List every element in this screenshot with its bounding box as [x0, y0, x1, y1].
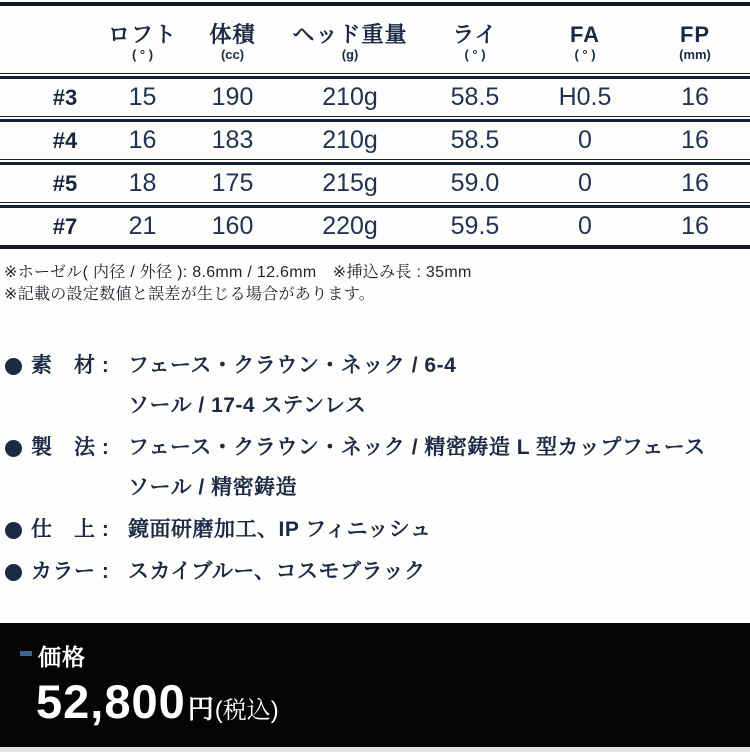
- price-label: 価格: [38, 644, 86, 670]
- bullet-icon: [5, 564, 22, 581]
- table-header-empty: [0, 37, 100, 43]
- spec-item-color: [5, 558, 750, 586]
- club-number: #7: [52, 213, 78, 239]
- column-label: FP: [679, 22, 711, 48]
- table-header-row: [0, 6, 750, 73]
- fa-value: 0: [578, 212, 592, 240]
- bullet-icon: [5, 358, 22, 375]
- head-weight-value: 210g: [322, 83, 378, 111]
- table-header-head-weight: [280, 17, 420, 62]
- spec-label: 製 法 :: [31, 436, 110, 459]
- spec-label: 仕 上 :: [31, 518, 110, 541]
- price-amount: 52,800: [36, 675, 186, 728]
- fa-value: H0.5: [558, 83, 612, 111]
- table-header-fa: [530, 17, 640, 62]
- club-number: #5: [52, 170, 78, 196]
- volume-value: 175: [211, 169, 254, 197]
- club-number: #4: [52, 127, 78, 153]
- spec-value-cont: ソール / 17-4 ステンレス: [128, 394, 367, 417]
- bottom-divider: [0, 245, 750, 249]
- spec-item-material: [5, 352, 750, 420]
- table-row: [0, 122, 750, 159]
- club-number: #3: [52, 84, 78, 110]
- table-header-loft: [100, 17, 185, 62]
- bullet-icon: [5, 522, 22, 539]
- column-unit: ( ° ): [574, 47, 596, 63]
- spec-item-method: [5, 434, 750, 502]
- head-weight-value: 220g: [322, 212, 378, 240]
- accent-tick-icon: [20, 651, 32, 656]
- table-header-lie: [420, 17, 530, 62]
- column-unit: ( ° ): [464, 47, 486, 63]
- table-row: [0, 79, 750, 116]
- lie-value: 58.5: [450, 83, 500, 111]
- column-unit: (cc): [220, 47, 245, 63]
- price-tax-note: (税込): [214, 697, 279, 724]
- price-panel: [0, 623, 750, 747]
- loft-value: 21: [128, 212, 157, 240]
- column-label: ライ: [452, 22, 498, 48]
- table-header-fp: [640, 17, 750, 62]
- footnote-hosel: ※ホーゼル( 内径 / 外径 ): 8.6mm / 12.6mm ※挿込み長 : 35mm: [4, 264, 472, 281]
- table-header-volume: [185, 17, 280, 62]
- fp-value: 16: [681, 83, 709, 111]
- volume-value: 190: [211, 83, 254, 111]
- club-spec-table: [0, 6, 750, 249]
- product-spec-page: [0, 2, 750, 752]
- table-row: [0, 165, 750, 202]
- lie-value: 58.5: [450, 126, 500, 154]
- fp-value: 16: [681, 126, 709, 154]
- spec-label: カラー :: [31, 560, 110, 583]
- footnotes: [0, 262, 750, 306]
- column-label: FA: [569, 22, 601, 48]
- price-currency: 円: [187, 694, 214, 724]
- spec-value: 鏡面研磨加工、IP フィニッシュ: [128, 518, 432, 541]
- spec-value: スカイブルー、コスモブラック: [128, 560, 426, 583]
- fp-value: 16: [681, 212, 709, 240]
- spec-item-finish: [5, 516, 750, 544]
- footnote-tolerance: ※記載の設定数値と誤差が生じる場合があります。: [4, 286, 376, 303]
- loft-value: 16: [128, 126, 157, 154]
- table-row: [0, 208, 750, 245]
- loft-value: 15: [128, 83, 157, 111]
- spec-value-cont: ソール / 精密鋳造: [128, 476, 298, 499]
- lie-value: 59.5: [450, 212, 500, 240]
- column-unit: (g): [341, 47, 359, 63]
- head-weight-value: 215g: [322, 169, 378, 197]
- fa-value: 0: [578, 169, 592, 197]
- spec-label: 素 材 :: [31, 354, 110, 377]
- column-unit: ( ° ): [131, 47, 154, 63]
- column-unit: (mm): [679, 47, 711, 63]
- head-weight-value: 210g: [322, 126, 378, 154]
- spec-value: フェース・クラウン・ネック / 6-4: [128, 354, 457, 377]
- volume-value: 160: [211, 212, 254, 240]
- fp-value: 16: [681, 169, 709, 197]
- lie-value: 59.0: [450, 169, 500, 197]
- volume-value: 183: [211, 126, 254, 154]
- bullet-icon: [5, 440, 22, 457]
- column-label: ロフト: [107, 22, 177, 48]
- spec-list: [0, 352, 750, 586]
- column-label: ヘッド重量: [292, 22, 408, 48]
- spec-value: フェース・クラウン・ネック / 精密鋳造 L 型カップフェース: [128, 436, 706, 459]
- fa-value: 0: [578, 126, 592, 154]
- column-label: 体積: [209, 22, 256, 48]
- loft-value: 18: [128, 169, 157, 197]
